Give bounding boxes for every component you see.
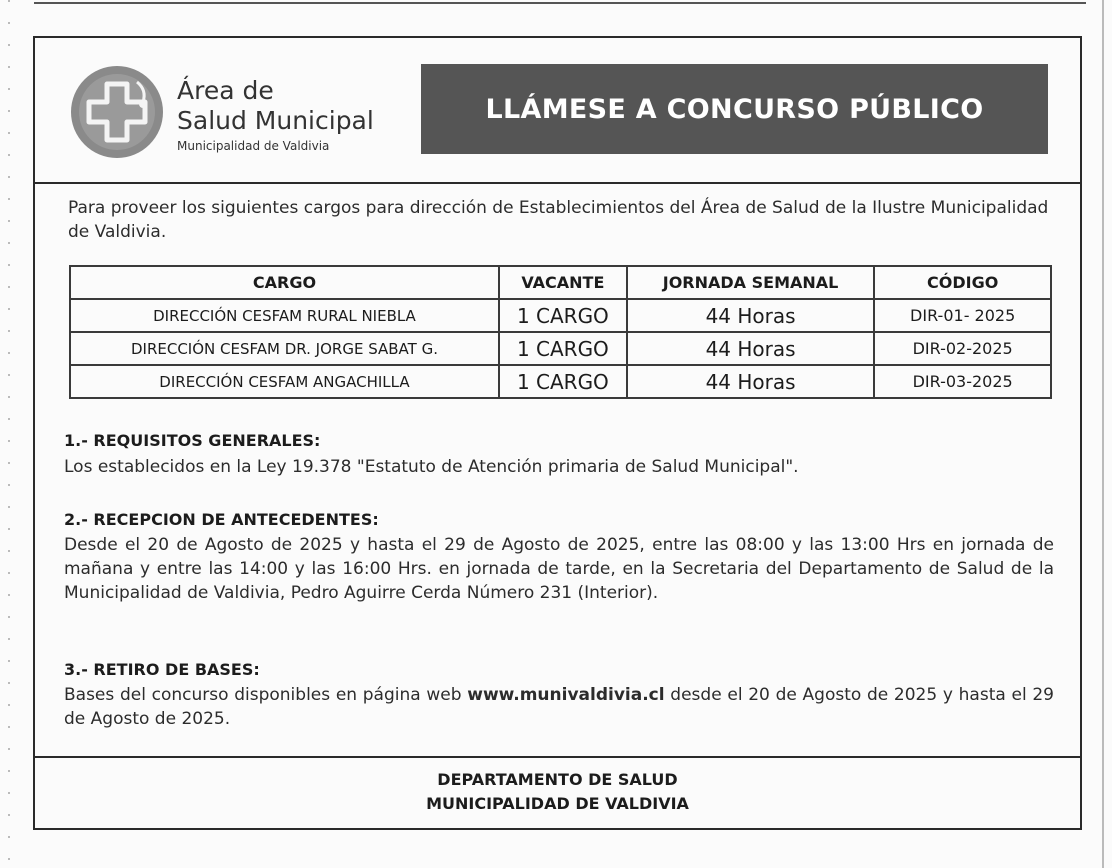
table-row [70,332,1051,365]
top-rule [34,2,1086,4]
col-header-vacante: VACANTE [499,266,627,299]
bases-text-after: desde el 20 de Agosto de 2025 y hasta el 29 de Agosto de 2025. [64,685,1054,729]
bases-text-before: Bases del concurso disponibles en página web [64,685,468,705]
cell-cargo: DIRECCIÓN CESFAM ANGACHILLA [70,365,499,398]
cell-vacante: 1 CARGO [499,299,627,332]
right-margin-rule [1102,0,1104,868]
notice-header [35,38,1080,184]
col-header-codigo: CÓDIGO [874,266,1051,299]
notice-banner: LLÁMESE A CONCURSO PÚBLICO [421,64,1048,154]
table-header-row [70,266,1051,299]
public-notice [33,36,1082,830]
table-row [70,365,1051,398]
col-header-cargo: CARGO [70,266,499,299]
cell-jornada: 44 Horas [627,332,875,365]
cell-vacante: 1 CARGO [499,365,627,398]
section-text-recepcion: Desde el 20 de Agosto de 2025 y hasta el 29 de Agosto de 2025, entre las 08:00 y las 13:00 Hrs en jornada de mañana y entre las 14:00 y las 16:00 Hrs. en jornada de tarde, en la Secretaria del Departamento de Salud de la Municipalidad de Valdivia, Pedro Aguirre Cerda Número 231 (Interior). [64,535,1054,603]
logo-title-line2: Salud Municipal [177,106,374,135]
intro-paragraph: Para proveer los siguientes cargos para dirección de Establecimientos del Área de Salud de la Ilustre Municipalidad de Valdivia. [68,198,1049,242]
cell-vacante: 1 CARGO [499,332,627,365]
table-row [70,299,1051,332]
section-text-requisitos: Los establecidos en la Ley 19.378 "Estatuto de Atención primaria de Salud Municipal". [64,457,799,477]
cell-cargo: DIRECCIÓN CESFAM RURAL NIEBLA [70,299,499,332]
left-margin-marks [8,0,10,868]
notice-footer [35,756,1080,830]
website-link[interactable]: www.munivaldivia.cl [467,685,665,705]
logo-subtitle: Municipalidad de Valdivia [177,139,330,153]
section-title-requisitos: 1.- REQUISITOS GENERALES: [64,431,321,450]
cell-codigo: DIR-01- 2025 [874,299,1051,332]
cell-cargo: DIRECCIÓN CESFAM DR. JORGE SABAT G. [70,332,499,365]
cell-jornada: 44 Horas [627,299,875,332]
section-title-recepcion: 2.- RECEPCION DE ANTECEDENTES: [64,510,379,529]
section-title-bases: 3.- RETIRO DE BASES: [64,660,260,679]
cell-codigo: DIR-03-2025 [874,365,1051,398]
col-header-jornada: JORNADA SEMANAL [627,266,875,299]
positions-table [69,265,1052,399]
cell-codigo: DIR-02-2025 [874,332,1051,365]
footer-line2: MUNICIPALIDAD DE VALDIVIA [426,794,689,813]
cell-jornada: 44 Horas [627,365,875,398]
health-cross-logo-icon [67,62,167,162]
logo-title-line1: Área de [177,76,274,105]
footer-line1: DEPARTAMENTO DE SALUD [437,770,678,789]
section-text-bases [64,683,1054,731]
